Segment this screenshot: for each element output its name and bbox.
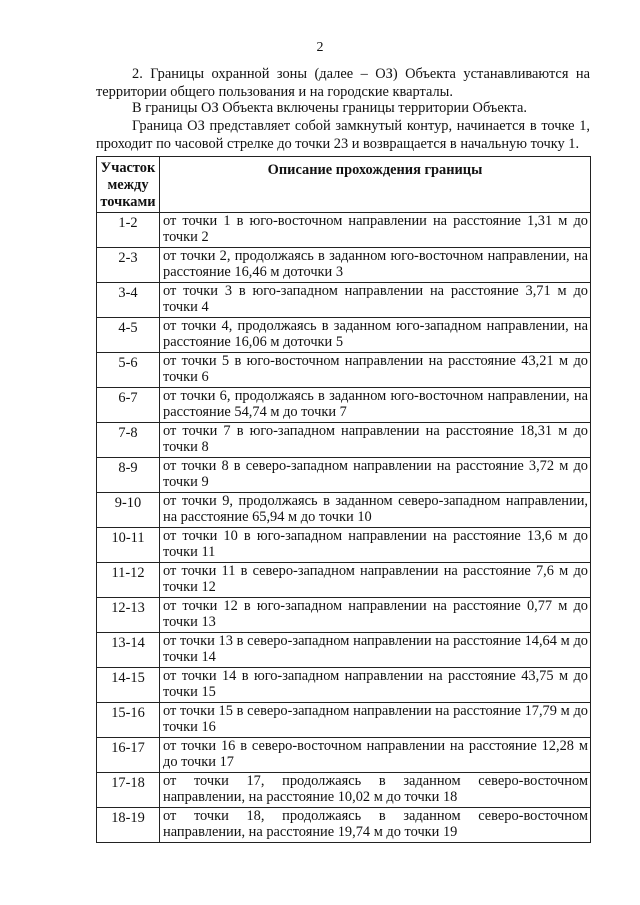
table-row [97, 563, 591, 598]
table-row [97, 668, 591, 703]
description-cell: от точки 12 в юго-западном направлении на расстояние 0,77 м до точки 13 [160, 598, 591, 633]
header-segment: Участок между точками [97, 157, 160, 213]
table-row [97, 213, 591, 248]
table-row [97, 808, 591, 843]
segment-cell: 17-18 [97, 773, 160, 808]
table-row [97, 283, 591, 318]
description-cell: от точки 3 в юго-западном направлении на расстояние 3,71 м до точки 4 [160, 283, 591, 318]
segment-cell: 10-11 [97, 528, 160, 563]
description-cell: от точки 14 в юго-западном направлении на расстояние 43,75 м до точки 15 [160, 668, 591, 703]
description-cell: от точки 18, продолжаясь в заданном северо-восточном направлении, на расстояние 19,74 м до точки 19 [160, 808, 591, 843]
description-cell: от точки 7 в юго-западном направлении на расстояние 18,31 м до точки 8 [160, 423, 591, 458]
table-row [97, 738, 591, 773]
segment-cell: 6-7 [97, 388, 160, 423]
description-cell: от точки 15 в северо-западном направлении на расстояние 17,79 м до точки 16 [160, 703, 591, 738]
table-row [97, 703, 591, 738]
paragraph-boundaries: 2. Границы охранной зоны (далее – ОЗ) Объекта устанавливаются на территории общего пользования и на городские кварталы. [96, 66, 590, 100]
segment-cell: 7-8 [97, 423, 160, 458]
table-row [97, 773, 591, 808]
table-row [97, 598, 591, 633]
description-cell: от точки 11 в северо-западном направлении на расстояние 7,6 м до точки 12 [160, 563, 591, 598]
segment-cell: 9-10 [97, 493, 160, 528]
segment-cell: 11-12 [97, 563, 160, 598]
table-row [97, 633, 591, 668]
description-cell: от точки 1 в юго-восточном направлении на расстояние 1,31 м до точки 2 [160, 213, 591, 248]
table-row [97, 248, 591, 283]
description-cell: от точки 17, продолжаясь в заданном северо-восточном направлении, на расстояние 10,02 м до точки 18 [160, 773, 591, 808]
description-cell: от точки 4, продолжаясь в заданном юго-западном направлении, на расстояние 16,06 м доточки 5 [160, 318, 591, 353]
segment-cell: 8-9 [97, 458, 160, 493]
table-row [97, 318, 591, 353]
table-row [97, 493, 591, 528]
description-cell: от точки 16 в северо-восточном направлении на расстояние 12,28 м до точки 17 [160, 738, 591, 773]
segment-cell: 13-14 [97, 633, 160, 668]
description-cell: от точки 5 в юго-восточном направлении на расстояние 43,21 м до точки 6 [160, 353, 591, 388]
segment-cell: 5-6 [97, 353, 160, 388]
table-row [97, 423, 591, 458]
description-cell: от точки 10 в юго-западном направлении на расстояние 13,6 м до точки 11 [160, 528, 591, 563]
segment-cell: 2-3 [97, 248, 160, 283]
paragraph-included-territory: В границы ОЗ Объекта включены границы территории Объекта. [132, 100, 527, 116]
description-cell: от точки 9, продолжаясь в заданном северо-западном направлении, на расстояние 65,94 м до точки 10 [160, 493, 591, 528]
page-number: 2 [316, 40, 324, 55]
segment-cell: 12-13 [97, 598, 160, 633]
paragraph-contour-description: Граница ОЗ представляет собой замкнутый контур, начинается в точке 1, проходит по часовой стрелке до точки 23 и возвращается в начальную точку 1. [96, 118, 590, 152]
segment-cell: 4-5 [97, 318, 160, 353]
segment-cell: 1-2 [97, 213, 160, 248]
segment-cell: 15-16 [97, 703, 160, 738]
table-row [97, 458, 591, 493]
segment-cell: 3-4 [97, 283, 160, 318]
description-cell: от точки 13 в северо-западном направлении на расстояние 14,64 м до точки 14 [160, 633, 591, 668]
header-description: Описание прохождения границы [160, 157, 591, 213]
table-header-row [97, 157, 591, 213]
segment-cell: 18-19 [97, 808, 160, 843]
description-cell: от точки 2, продолжаясь в заданном юго-восточном направлении, на расстояние 16,46 м доточки 3 [160, 248, 591, 283]
description-cell: от точки 8 в северо-западном направлении на расстояние 3,72 м до точки 9 [160, 458, 591, 493]
table-row [97, 388, 591, 423]
segment-cell: 14-15 [97, 668, 160, 703]
segment-cell: 16-17 [97, 738, 160, 773]
table-row [97, 528, 591, 563]
description-cell: от точки 6, продолжаясь в заданном юго-восточном направлении, на расстояние 54,74 м до точки 7 [160, 388, 591, 423]
table-body [97, 213, 591, 843]
table-row [97, 353, 591, 388]
boundary-table [96, 156, 591, 843]
